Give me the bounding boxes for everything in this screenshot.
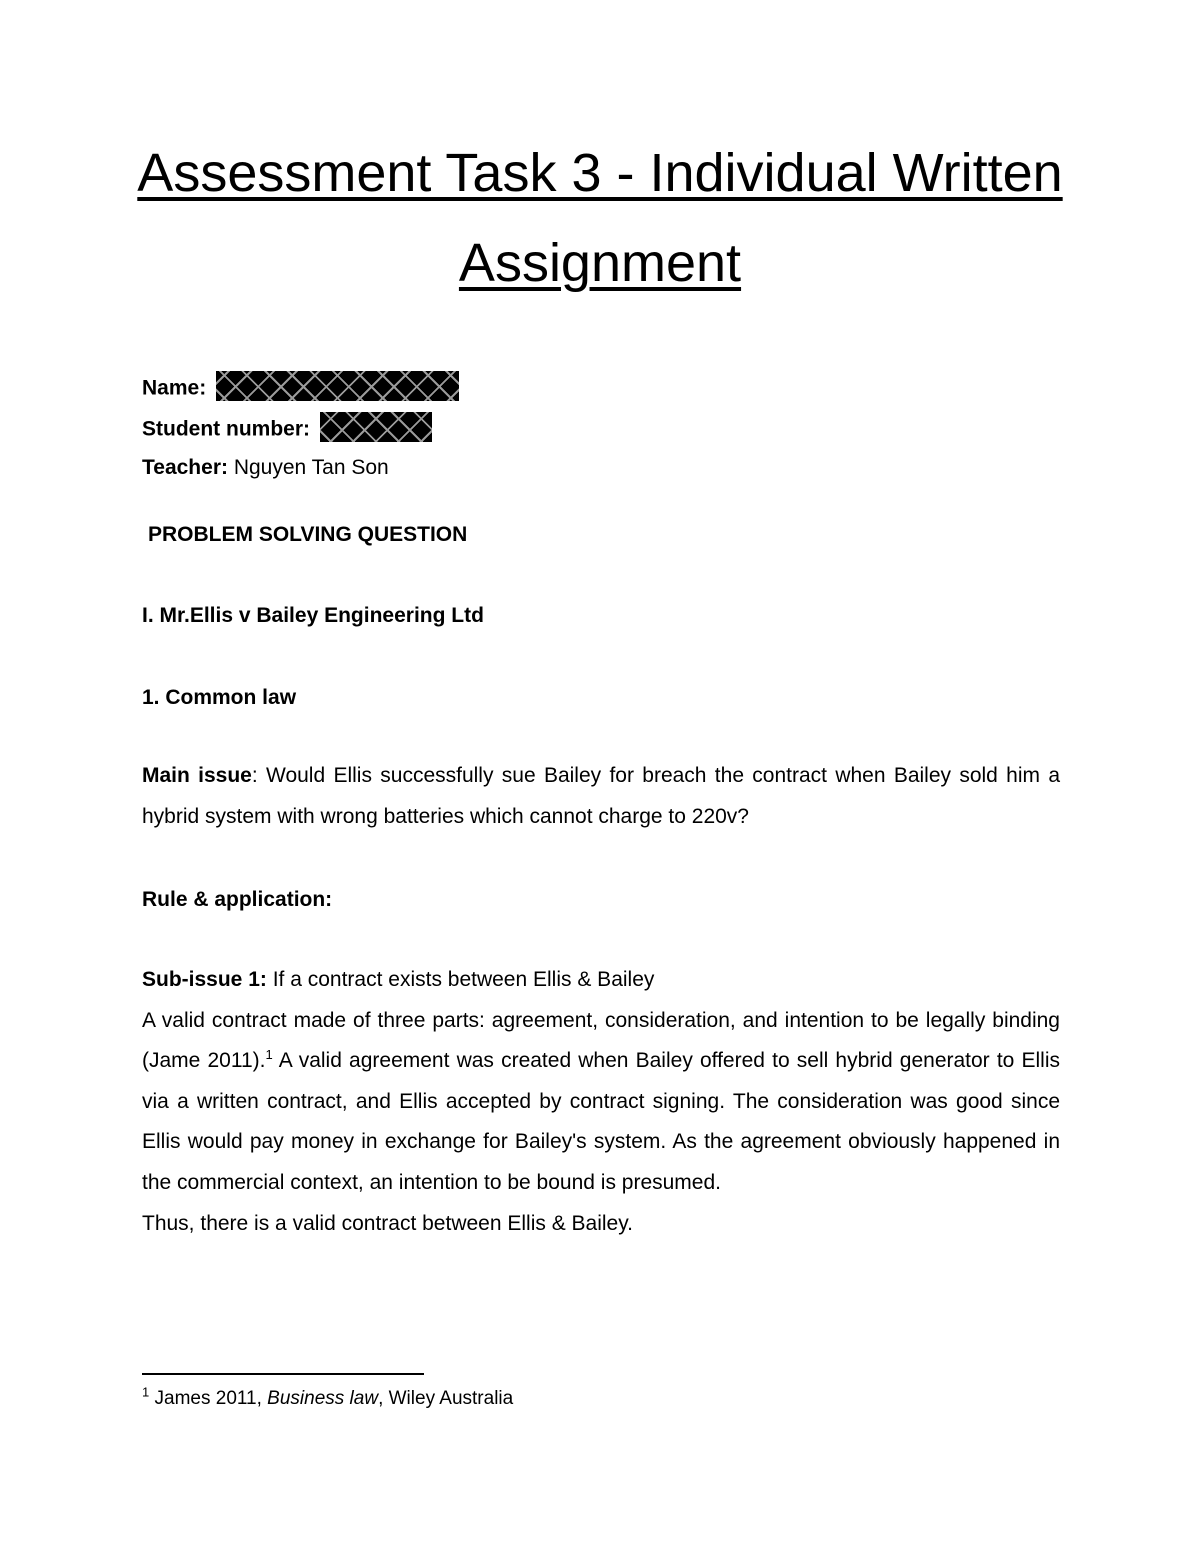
sub-issue-1-block	[142, 960, 1060, 1244]
redacted-name-block	[216, 371, 459, 401]
student-number-row	[142, 415, 432, 445]
footnote-number: 1	[142, 1384, 150, 1400]
name-label: Name:	[142, 376, 207, 400]
footnote-reference: 1	[265, 1047, 273, 1063]
body-text-part-1: A valid contract made of three parts: agreement, consideration, and intention to be legally binding (Jame 2011).	[142, 1008, 1060, 1073]
sub-heading: 1. Common law	[142, 686, 297, 709]
footnote-text-after: , Wiley Australia	[378, 1388, 514, 1409]
name-row	[142, 374, 459, 404]
teacher-value: Nguyen Tan Son	[233, 456, 389, 479]
main-issue-text: : Would Ellis successfully sue Bailey for breach the contract when Bailey sold him a hybrid system with wrong batteries which cannot charge to 220v?	[142, 764, 1060, 828]
teacher-label: Teacher:	[142, 456, 228, 479]
conclusion-text: Thus, there is a valid contract between Ellis & Bailey.	[142, 1211, 634, 1235]
rule-heading: Rule & application:	[142, 888, 333, 911]
section-heading: PROBLEM SOLVING QUESTION	[148, 523, 468, 546]
footnote-divider	[142, 1373, 424, 1375]
document-title-line-2: Assignment	[458, 233, 742, 293]
footnote-book-title: Business law	[267, 1388, 379, 1409]
main-issue-label: Main issue	[142, 764, 252, 787]
teacher-row	[142, 457, 389, 478]
body-text-part-2: A valid agreement was created when Bailey offered to sell hybrid generator to Ellis via a written contract, and Ellis accepted by contract signing. The consideration was good since Ellis would pay money in exchange for Bailey's system. As the agreement obviously happened in the commercial context, an intention to be bound is presumed.	[142, 1049, 1060, 1194]
sub-issue-1-text: If a contract exists between Ellis & Bailey	[266, 968, 655, 991]
footnote	[142, 1384, 514, 1409]
document-title-line-1: Assessment Task 3 - Individual Written	[137, 143, 1063, 203]
student-number-label: Student number:	[142, 417, 310, 441]
redacted-student-number-block	[320, 412, 432, 442]
footnote-text-before: James 2011,	[149, 1388, 268, 1409]
sub-issue-1-label: Sub-issue 1:	[142, 968, 267, 991]
main-issue-paragraph	[142, 756, 1060, 837]
case-heading: I. Mr.Ellis v Bailey Engineering Ltd	[142, 604, 484, 627]
